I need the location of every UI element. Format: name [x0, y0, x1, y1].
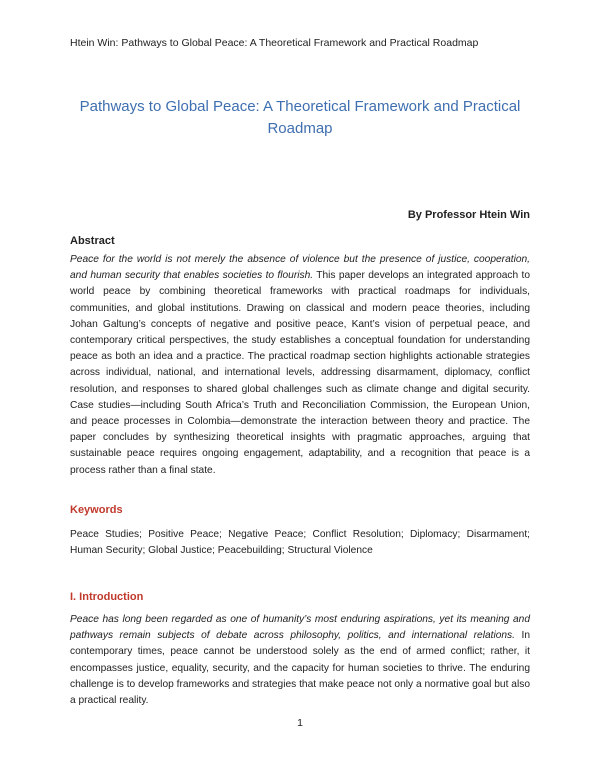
introduction-body: In contemporary times, peace cannot be understood solely as the end of armed conflict; rather, it encompasses justice, equality, security, and the capacity for human societies to thrive. The enduring challenge is to develop frameworks and strategies that make peace not only a normative goal but also a practical reality. [70, 630, 530, 707]
introduction-italic-sentence: Peace has long been regarded as one of humanity’s most enduring aspirations, yet its meaning and pathways remain subjects of debate across philosophy, politics, and international relations. [70, 614, 530, 642]
running-head: Htein Win: Pathways to Global Peace: A Theoretical Framework and Practical Roadmap [70, 37, 479, 49]
abstract-italic-sentence: Peace for the world is not merely the absence of violence but the presence of justice, cooperation, and human security that enables societies to flourish. [70, 254, 530, 282]
author-line: By Professor Htein Win [407, 209, 530, 221]
page-number: 1 [297, 717, 303, 729]
abstract-heading: Abstract [70, 235, 115, 247]
keywords-text: Peace Studies; Positive Peace; Negative Peace; Conflict Resolution; Diplomacy; Disarmament; Human Security; Global Justice; Peacebuilding; Structural Violence [70, 529, 530, 557]
abstract-paragraph [70, 252, 530, 479]
introduction-paragraph [70, 612, 530, 709]
introduction-heading: I. Introduction [70, 591, 144, 603]
paper-title: Pathways to Global Peace: A Theoretical Framework and Practical Roadmap [79, 98, 521, 137]
abstract-body: This paper develops an integrated approach to world peace by combining theoretical frameworks with practical roadmaps for individuals, communities, and global institutions. Drawing on classical and modern peace theories, including Johan Galtung’s concepts of negative and positive peace, Kant’s vision of perpetual peace, and contemporary critical perspectives, the study establishes a conceptual foundation for understanding peace as both an idea and a practice. The practical roadmap section highlights actionable strategies across individual, national, and international levels, addressing disarmament, diplomacy, conflict resolution, and responses to shared global challenges such as climate change and digital security. Case studies—including South Africa’s Truth and Reconciliation Commission, the European Union, and peace processes in Colombia—demonstrate the interaction between theory and practice. The paper concludes by synthesizing theoretical insights with pragmatic approaches, arguing that sustainable peace requires ongoing engagement, adaptability, and a recognition that peace is a process rather than a final state. [70, 270, 530, 476]
keywords-heading: Keywords [70, 504, 123, 516]
